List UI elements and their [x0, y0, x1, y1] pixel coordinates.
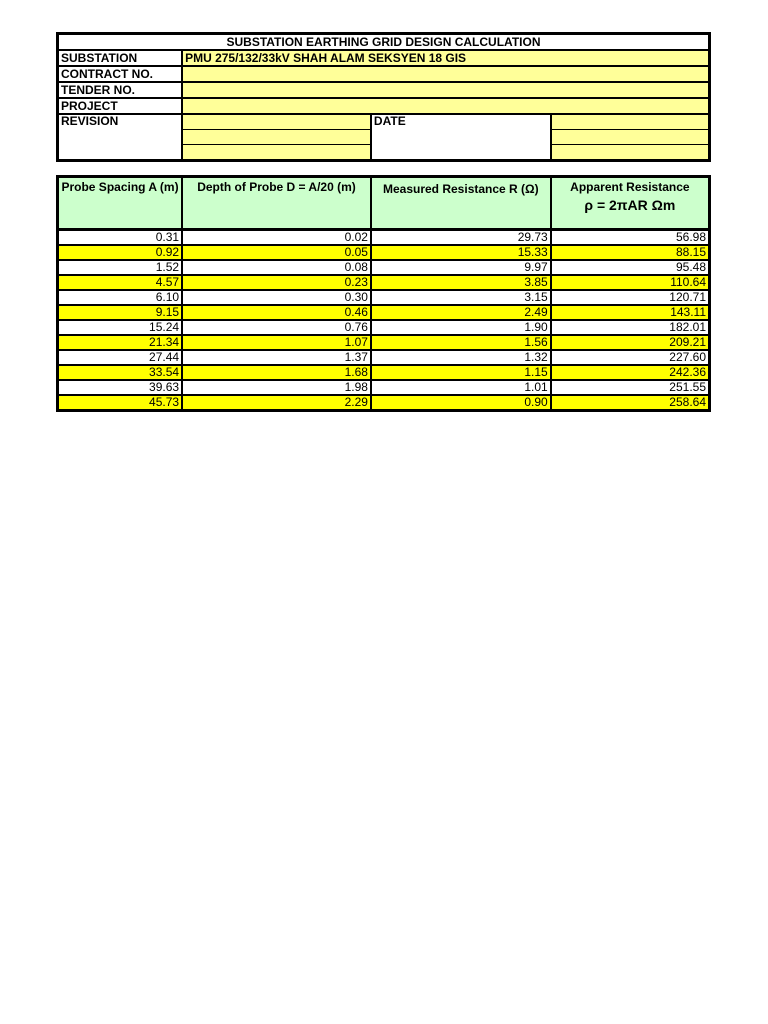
table-row [58, 320, 710, 335]
apparent-resistance-cell[interactable]: 88.15 [551, 245, 710, 260]
sheet-title: SUBSTATION EARTHING GRID DESIGN CALCULATION [58, 34, 710, 51]
table-row [58, 245, 710, 260]
probe-spacing-cell[interactable]: 45.73 [58, 395, 183, 411]
depth-cell[interactable]: 0.23 [182, 275, 371, 290]
date-label: DATE [371, 114, 551, 161]
depth-cell[interactable]: 1.98 [182, 380, 371, 395]
table-row [58, 290, 710, 305]
measured-resistance-cell[interactable]: 15.33 [371, 245, 551, 260]
probe-spacing-cell[interactable]: 0.31 [58, 230, 183, 246]
measured-resistance-cell[interactable]: 1.15 [371, 365, 551, 380]
apparent-resistance-cell[interactable]: 95.48 [551, 260, 710, 275]
table-row [58, 335, 710, 350]
apparent-resistance-cell[interactable]: 251.55 [551, 380, 710, 395]
table-row [58, 305, 710, 320]
contract-no-label: CONTRACT NO. [58, 66, 183, 82]
table-row [58, 260, 710, 275]
measured-resistance-cell[interactable]: 0.90 [371, 395, 551, 411]
date-cell[interactable] [551, 114, 710, 130]
apparent-resistance-cell[interactable]: 227.60 [551, 350, 710, 365]
table-row [58, 275, 710, 290]
probe-spacing-cell[interactable]: 9.15 [58, 305, 183, 320]
tender-no-label: TENDER NO. [58, 82, 183, 98]
probe-spacing-cell[interactable]: 33.54 [58, 365, 183, 380]
apparent-resistance-cell[interactable]: 56.98 [551, 230, 710, 246]
apparent-resistance-cell[interactable]: 182.01 [551, 320, 710, 335]
probe-spacing-cell[interactable]: 4.57 [58, 275, 183, 290]
measured-resistance-cell[interactable]: 1.90 [371, 320, 551, 335]
depth-cell[interactable]: 0.08 [182, 260, 371, 275]
probe-spacing-cell[interactable]: 39.63 [58, 380, 183, 395]
depth-cell[interactable]: 0.46 [182, 305, 371, 320]
project-value[interactable] [182, 98, 709, 114]
depth-cell[interactable]: 1.37 [182, 350, 371, 365]
apparent-resistance-cell[interactable]: 120.71 [551, 290, 710, 305]
table-row [58, 365, 710, 380]
substation-label: SUBSTATION [58, 50, 183, 66]
probe-spacing-cell[interactable]: 0.92 [58, 245, 183, 260]
depth-cell[interactable]: 0.76 [182, 320, 371, 335]
table-row [58, 380, 710, 395]
table-row [58, 230, 710, 246]
measured-resistance-cell[interactable]: 1.32 [371, 350, 551, 365]
contract-no-value[interactable] [182, 66, 709, 82]
table-body [58, 230, 710, 411]
tender-no-value[interactable] [182, 82, 709, 98]
depth-cell[interactable]: 1.68 [182, 365, 371, 380]
apparent-resistance-cell[interactable]: 209.21 [551, 335, 710, 350]
substation-value[interactable]: PMU 275/132/33kV SHAH ALAM SEKSYEN 18 GIS [182, 50, 709, 66]
depth-cell[interactable]: 2.29 [182, 395, 371, 411]
measured-resistance-cell[interactable]: 9.97 [371, 260, 551, 275]
col-depth-label: Depth of Probe D = A/20 (m) [197, 180, 356, 194]
project-label: PROJECT [58, 98, 183, 114]
apparent-resistance-cell[interactable]: 110.64 [551, 275, 710, 290]
date-cell[interactable] [551, 145, 710, 161]
col-measured-resistance [371, 177, 551, 230]
depth-cell[interactable]: 1.07 [182, 335, 371, 350]
col-measured-label: Measured Resistance R (Ω) [382, 182, 539, 196]
apparent-resistance-cell[interactable]: 242.36 [551, 365, 710, 380]
probe-spacing-cell[interactable]: 27.44 [58, 350, 183, 365]
depth-cell[interactable]: 0.02 [182, 230, 371, 246]
table-row [58, 395, 710, 411]
apparent-resistance-cell[interactable]: 143.11 [551, 305, 710, 320]
measured-resistance-cell[interactable]: 3.15 [371, 290, 551, 305]
apparent-resistance-cell[interactable]: 258.64 [551, 395, 710, 411]
resistivity-table [56, 175, 711, 412]
measured-resistance-cell[interactable]: 1.56 [371, 335, 551, 350]
measured-resistance-cell[interactable]: 1.01 [371, 380, 551, 395]
col-probe-spacing [58, 177, 183, 230]
revision-label: REVISION [58, 114, 183, 161]
measured-resistance-cell[interactable]: 3.85 [371, 275, 551, 290]
probe-spacing-cell[interactable]: 6.10 [58, 290, 183, 305]
measured-resistance-cell[interactable]: 2.49 [371, 305, 551, 320]
depth-cell[interactable]: 0.30 [182, 290, 371, 305]
rho-formula: ρ = 2πAR Ωm [584, 197, 676, 213]
col-probe-spacing-label: Probe Spacing A (m) [61, 180, 179, 194]
col-apparent-label: Apparent Resistance [570, 180, 690, 194]
col-apparent-resistance [551, 177, 710, 230]
probe-spacing-cell[interactable]: 21.34 [58, 335, 183, 350]
revision-cell[interactable] [182, 130, 371, 145]
col-depth-of-probe [182, 177, 371, 230]
measured-resistance-cell[interactable]: 29.73 [371, 230, 551, 246]
probe-spacing-cell[interactable]: 15.24 [58, 320, 183, 335]
header-table [56, 32, 711, 162]
probe-spacing-cell[interactable]: 1.52 [58, 260, 183, 275]
revision-cell[interactable] [182, 145, 371, 161]
table-row [58, 350, 710, 365]
date-cell[interactable] [551, 130, 710, 145]
depth-cell[interactable]: 0.05 [182, 245, 371, 260]
revision-cell[interactable] [182, 114, 371, 130]
